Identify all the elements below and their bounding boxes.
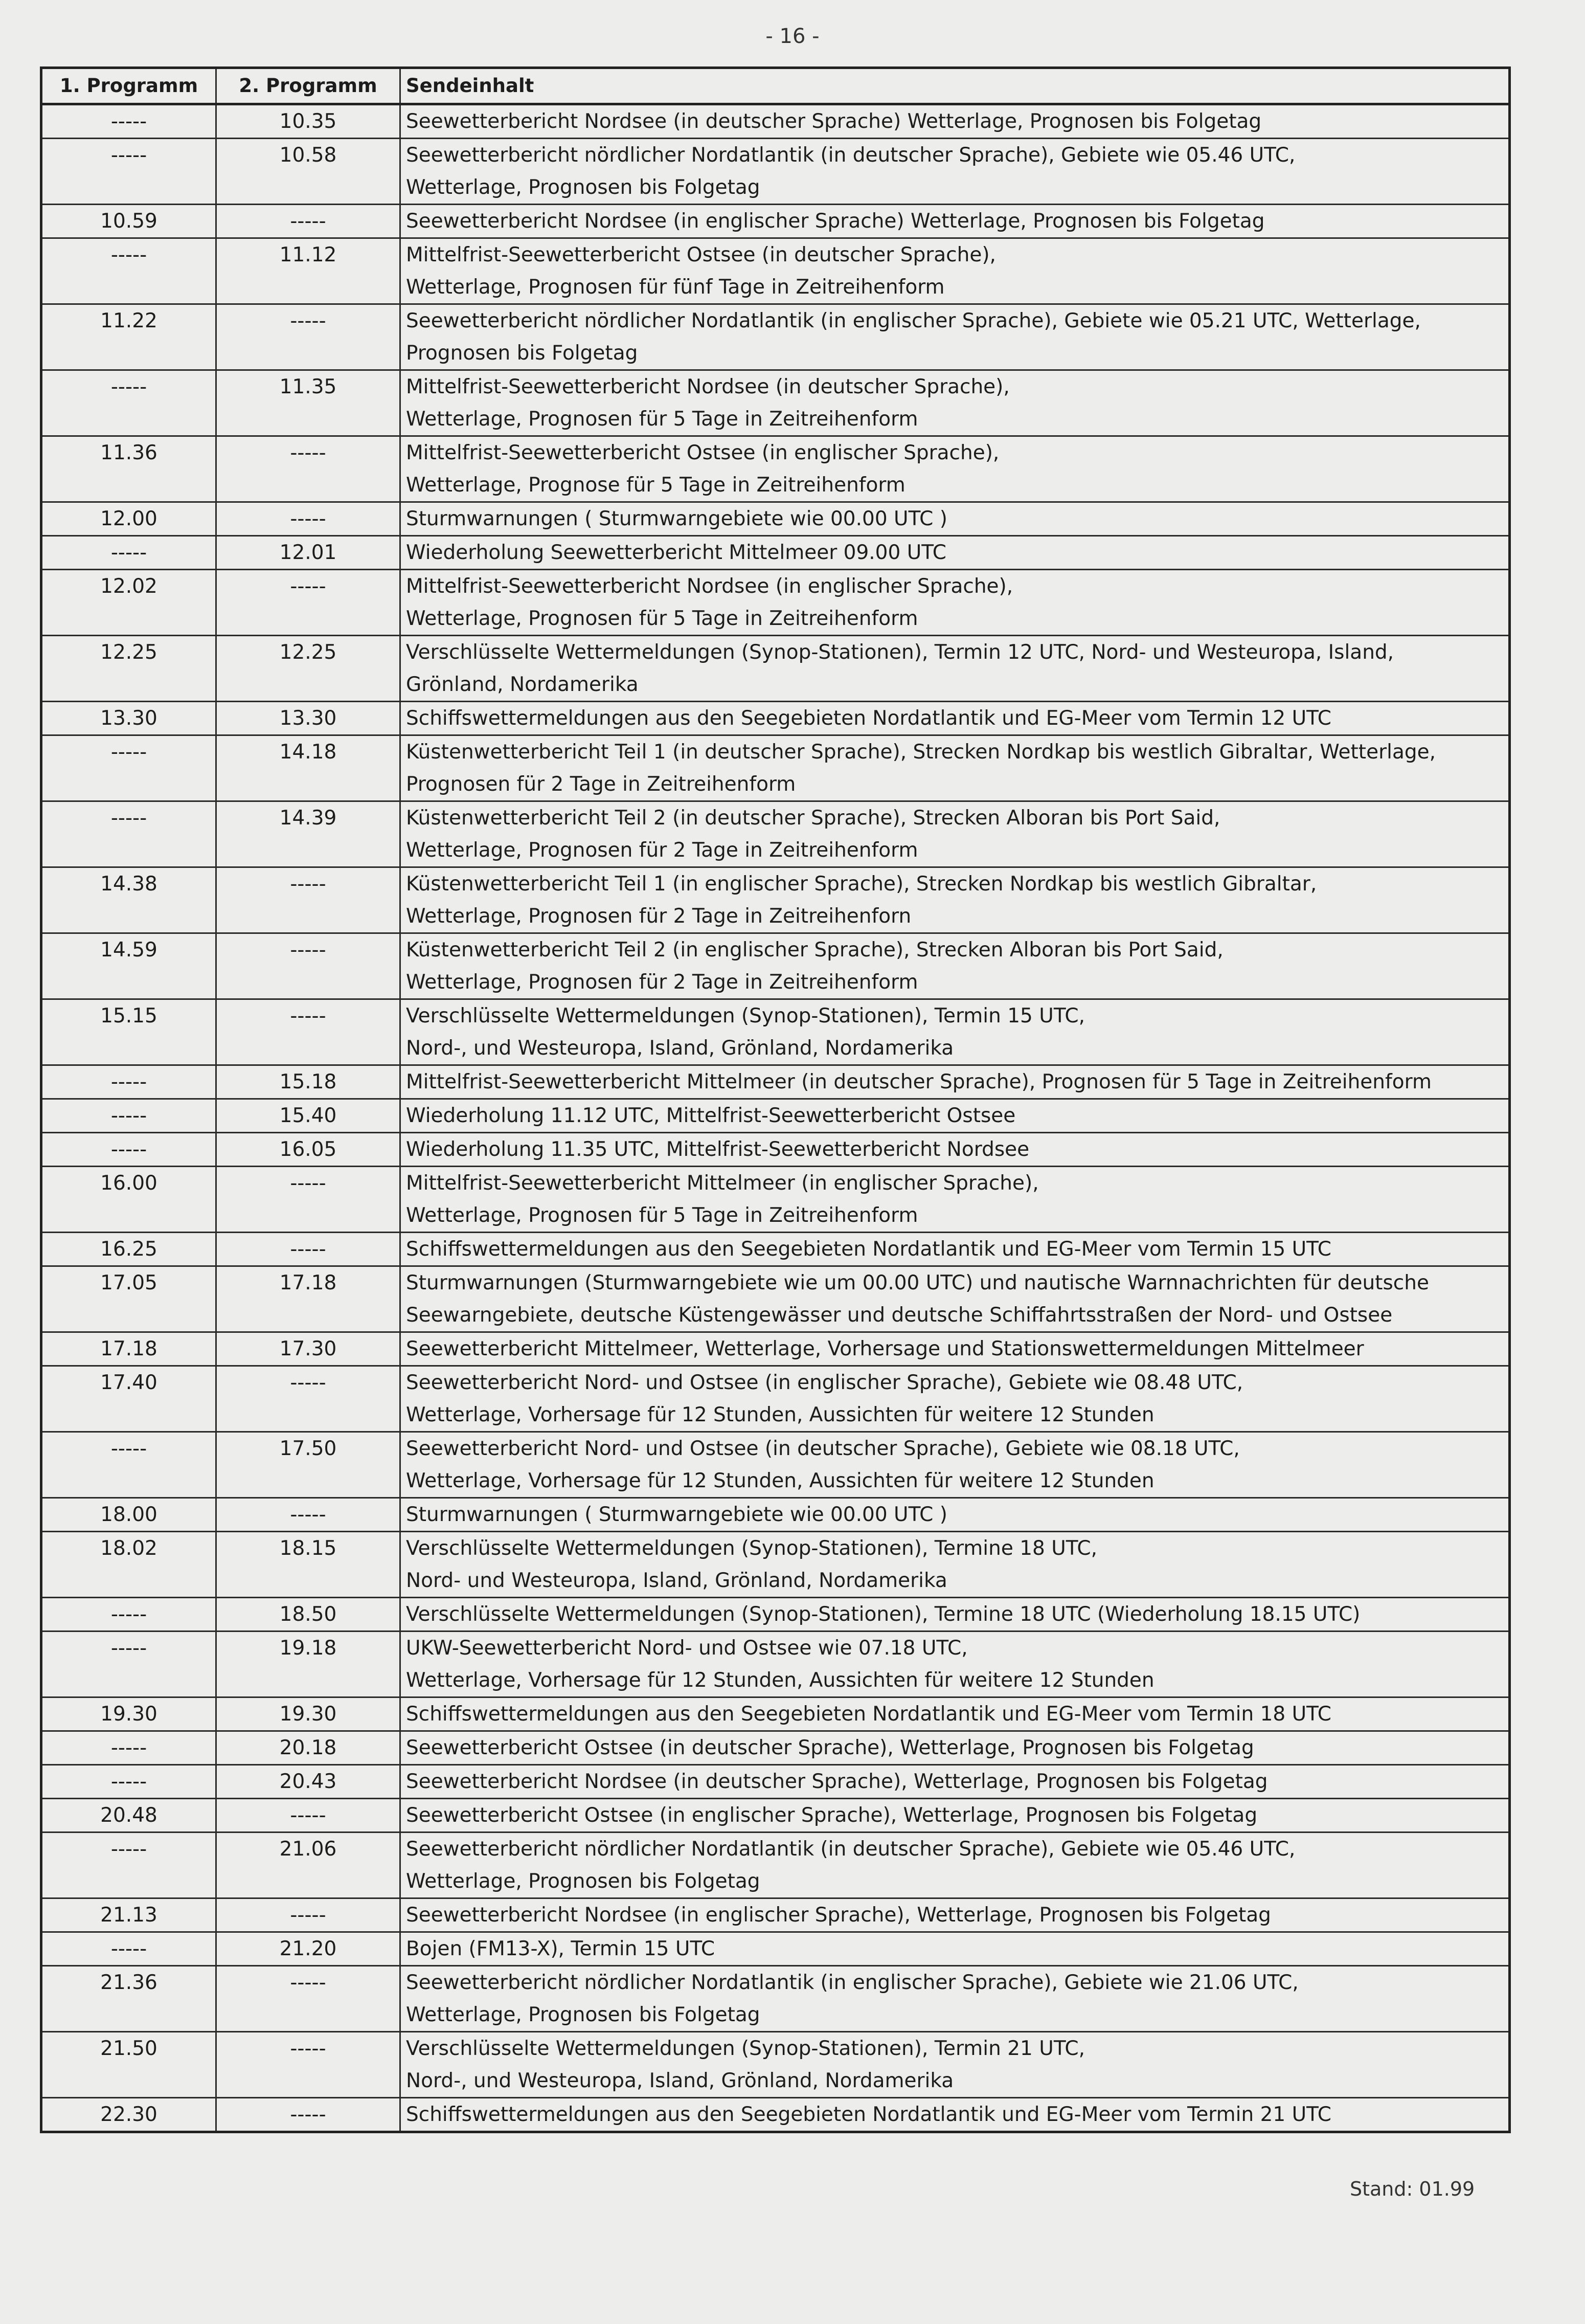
table-row [41, 1167, 1510, 1233]
table-row [41, 1498, 1510, 1532]
broadcast-content [400, 2098, 1510, 2132]
program-2-time: 16.05 [216, 1133, 400, 1167]
program-1-time: 14.38 [41, 867, 216, 933]
program-1-time: 12.02 [41, 570, 216, 636]
table-row [41, 1898, 1510, 1932]
program-2-time: ----- [216, 1366, 400, 1432]
broadcast-content [400, 801, 1510, 867]
content-line: Seewetterbericht Nord- und Ostsee (in englischer Sprache), Gebiete wie 08.48 UTC, [406, 1371, 1243, 1394]
broadcast-content [400, 570, 1510, 636]
program-2-time: ----- [216, 502, 400, 536]
program-2-time: 18.15 [216, 1532, 400, 1598]
content-line: UKW-Seewetterbericht Nord- und Ostsee wie 07.18 UTC, [406, 1637, 968, 1660]
program-2-time: ----- [216, 1966, 400, 2032]
program-1-time: 18.02 [41, 1532, 216, 1598]
content-line: Wetterlage, Prognosen für 5 Tage in Zeitreihenform [406, 607, 918, 630]
footer-stand-date: Stand: 01.99 [1350, 2178, 1475, 2200]
program-1-time: ----- [41, 104, 216, 139]
broadcast-content [400, 1498, 1510, 1532]
content-line: Schiffswettermeldungen aus den Seegebieten Nordatlantik und EG-Meer vom Termin 21 UTC [406, 2103, 1331, 2126]
content-line: Seewetterbericht Mittelmeer, Wetterlage, Vorhersage und Stationswettermeldungen Mittelmeer [406, 1337, 1364, 1360]
program-1-time: 21.50 [41, 2032, 216, 2098]
program-2-time: ----- [216, 933, 400, 999]
program-2-time: 17.30 [216, 1332, 400, 1366]
table-row [41, 104, 1510, 139]
content-line: Schiffswettermeldungen aus den Seegebieten Nordatlantik und EG-Meer vom Termin 12 UTC [406, 707, 1331, 730]
program-1-time: 12.25 [41, 636, 216, 702]
program-1-time: 14.59 [41, 933, 216, 999]
broadcast-content [400, 1133, 1510, 1167]
broadcast-content [400, 1532, 1510, 1598]
table-row [41, 139, 1510, 205]
program-1-time: 22.30 [41, 2098, 216, 2132]
table-row [41, 1532, 1510, 1598]
program-2-time: 21.20 [216, 1932, 400, 1966]
program-2-time: 14.39 [216, 801, 400, 867]
program-2-time: 20.18 [216, 1731, 400, 1765]
content-line: Wetterlage, Prognose für 5 Tage in Zeitreihenform [406, 474, 905, 497]
program-2-time: ----- [216, 999, 400, 1065]
broadcast-content [400, 702, 1510, 735]
program-2-time: 12.25 [216, 636, 400, 702]
content-line: Mittelfrist-Seewetterbericht Nordsee (in englischer Sprache), [406, 575, 1013, 598]
broadcast-content [400, 139, 1510, 205]
content-line: Seewetterbericht nördlicher Nordatlantik (in englischer Sprache), Gebiete wie 21.06 UTC, [406, 1971, 1299, 1994]
table-body [41, 104, 1510, 2132]
program-1-time: ----- [41, 370, 216, 436]
program-1-time: ----- [41, 735, 216, 801]
table-row [41, 1697, 1510, 1731]
program-2-time: ----- [216, 1799, 400, 1833]
program-1-time: 17.40 [41, 1366, 216, 1432]
broadcast-content [400, 104, 1510, 139]
content-line: Küstenwetterbericht Teil 1 (in englischer Sprache), Strecken Nordkap bis westlich Gibraltar, [406, 873, 1317, 896]
content-line: Seewetterbericht Nordsee (in englischer Sprache) Wetterlage, Prognosen bis Folgetag [406, 210, 1265, 233]
broadcast-content [400, 1332, 1510, 1366]
broadcast-content [400, 1898, 1510, 1932]
broadcast-content [400, 1799, 1510, 1833]
program-1-time: 16.00 [41, 1167, 216, 1233]
broadcast-content [400, 1833, 1510, 1898]
content-line: Wiederholung 11.35 UTC, Mittelfrist-Seewetterbericht Nordsee [406, 1138, 1030, 1161]
content-line: Wetterlage, Prognosen bis Folgetag [406, 176, 760, 199]
program-1-time: 13.30 [41, 702, 216, 735]
content-line: Küstenwetterbericht Teil 1 (in deutscher Sprache), Strecken Nordkap bis westlich Gibraltar, Wetterlage, [406, 741, 1436, 764]
table-row [41, 1266, 1510, 1332]
content-line: Grönland, Nordamerika [406, 673, 639, 696]
program-1-time: 17.05 [41, 1266, 216, 1332]
table-row [41, 702, 1510, 735]
content-line: Sturmwarnungen ( Sturmwarngebiete wie 00.00 UTC ) [406, 1503, 947, 1526]
program-2-time: 11.12 [216, 238, 400, 304]
program-2-time: ----- [216, 2032, 400, 2098]
program-1-time: ----- [41, 238, 216, 304]
program-1-time: ----- [41, 1731, 216, 1765]
program-2-time: 19.18 [216, 1632, 400, 1697]
program-2-time: 18.50 [216, 1598, 400, 1632]
content-line: Sturmwarnungen (Sturmwarngebiete wie um 00.00 UTC) und nautische Warnnachrichten für deutsche [406, 1271, 1429, 1294]
content-line: Seewetterbericht Nord- und Ostsee (in deutscher Sprache), Gebiete wie 08.18 UTC, [406, 1437, 1240, 1460]
broadcast-content [400, 502, 1510, 536]
table-row [41, 1731, 1510, 1765]
program-1-time: ----- [41, 1598, 216, 1632]
content-line: Wetterlage, Vorhersage für 12 Stunden, Aussichten für weitere 12 Stunden [406, 1469, 1154, 1492]
program-1-time: ----- [41, 1099, 216, 1133]
program-1-time: 12.00 [41, 502, 216, 536]
program-2-time: 15.18 [216, 1065, 400, 1099]
broadcast-content [400, 238, 1510, 304]
table-row [41, 999, 1510, 1065]
program-2-time: ----- [216, 1898, 400, 1932]
broadcast-content [400, 1697, 1510, 1731]
broadcast-content [400, 1731, 1510, 1765]
broadcast-content [400, 1932, 1510, 1966]
broadcast-content [400, 1167, 1510, 1233]
program-1-time: ----- [41, 1765, 216, 1799]
content-line: Wetterlage, Prognosen für 2 Tage in Zeitreihenform [406, 971, 918, 994]
content-line: Wetterlage, Prognosen bis Folgetag [406, 1870, 760, 1893]
broadcast-content [400, 1432, 1510, 1498]
program-2-time: 17.50 [216, 1432, 400, 1498]
content-line: Bojen (FM13-X), Termin 15 UTC [406, 1937, 715, 1960]
content-line: Nord-, und Westeuropa, Island, Grönland, Nordamerika [406, 2069, 954, 2092]
content-line: Schiffswettermeldungen aus den Seegebieten Nordatlantik und EG-Meer vom Termin 15 UTC [406, 1238, 1331, 1261]
program-1-time: ----- [41, 1432, 216, 1498]
program-1-time: 17.18 [41, 1332, 216, 1366]
content-line: Wiederholung 11.12 UTC, Mittelfrist-Seewetterbericht Ostsee [406, 1104, 1016, 1127]
content-line: Prognosen für 2 Tage in Zeitreihenform [406, 773, 796, 796]
table-row [41, 1799, 1510, 1833]
table-row [41, 1598, 1510, 1632]
broadcast-content [400, 999, 1510, 1065]
program-1-time: 16.25 [41, 1233, 216, 1266]
content-line: Schiffswettermeldungen aus den Seegebieten Nordatlantik und EG-Meer vom Termin 18 UTC [406, 1703, 1331, 1726]
broadcast-content [400, 205, 1510, 238]
table-row [41, 2098, 1510, 2132]
content-line: Verschlüsselte Wettermeldungen (Synop-Stationen), Termine 18 UTC, [406, 1537, 1097, 1560]
content-line: Küstenwetterbericht Teil 2 (in englischer Sprache), Strecken Alboran bis Port Said, [406, 938, 1224, 962]
content-line: Seewetterbericht Ostsee (in englischer Sprache), Wetterlage, Prognosen bis Folgetag [406, 1804, 1258, 1827]
program-1-time: ----- [41, 1065, 216, 1099]
content-line: Seewetterbericht Ostsee (in deutscher Sprache), Wetterlage, Prognosen bis Folgetag [406, 1736, 1254, 1759]
program-2-time: ----- [216, 205, 400, 238]
content-line: Wetterlage, Vorhersage für 12 Stunden, Aussichten für weitere 12 Stunden [406, 1669, 1154, 1692]
program-2-time: ----- [216, 570, 400, 636]
program-1-time: 15.15 [41, 999, 216, 1065]
program-1-time: ----- [41, 1932, 216, 1966]
content-line: Verschlüsselte Wettermeldungen (Synop-Stationen), Termin 21 UTC, [406, 2037, 1085, 2060]
program-2-time: 11.35 [216, 370, 400, 436]
broadcast-content [400, 636, 1510, 702]
content-line: Seewetterbericht nördlicher Nordatlantik (in englischer Sprache), Gebiete wie 05.21 UTC, Wetterlage, [406, 309, 1421, 332]
table-row [41, 867, 1510, 933]
content-line: Seewetterbericht Nordsee (in deutscher Sprache), Wetterlage, Prognosen bis Folgetag [406, 1770, 1268, 1793]
broadcast-content [400, 436, 1510, 502]
table-row [41, 436, 1510, 502]
table-row [41, 570, 1510, 636]
program-1-time: ----- [41, 801, 216, 867]
content-line: Seewetterbericht nördlicher Nordatlantik (in deutscher Sprache), Gebiete wie 05.46 UTC, [406, 144, 1296, 167]
broadcast-content [400, 1099, 1510, 1133]
content-line: Wetterlage, Prognosen für 5 Tage in Zeitreihenform [406, 1204, 918, 1227]
content-line: Mittelfrist-Seewetterbericht Ostsee (in englischer Sprache), [406, 441, 1000, 464]
table-row [41, 1133, 1510, 1167]
table-row [41, 370, 1510, 436]
program-1-time: 10.59 [41, 205, 216, 238]
content-line: Prognosen bis Folgetag [406, 342, 638, 365]
table-row [41, 1332, 1510, 1366]
content-line: Mittelfrist-Seewetterbericht Ostsee (in deutscher Sprache), [406, 243, 996, 266]
content-line: Nord- und Westeuropa, Island, Grönland, Nordamerika [406, 1569, 947, 1592]
content-line: Seewarngebiete, deutsche Küstengewässer und deutsche Schiffahrtsstraßen der Nord- und Ostsee [406, 1304, 1393, 1327]
content-line: Seewetterbericht nördlicher Nordatlantik (in deutscher Sprache), Gebiete wie 05.46 UTC, [406, 1838, 1296, 1861]
broadcast-content [400, 1065, 1510, 1099]
content-line: Wetterlage, Prognosen für fünf Tage in Zeitreihenform [406, 276, 945, 299]
content-line: Wetterlage, Prognosen für 2 Tage in Zeitreihenforn [406, 905, 912, 928]
program-1-time: 19.30 [41, 1697, 216, 1731]
program-2-time: 10.35 [216, 104, 400, 139]
content-line: Verschlüsselte Wettermeldungen (Synop-Stationen), Termin 15 UTC, [406, 1004, 1085, 1027]
column-header-program-2: 2. Programm [216, 68, 400, 104]
broadcast-content [400, 1598, 1510, 1632]
program-2-time: ----- [216, 1233, 400, 1266]
broadcast-content [400, 735, 1510, 801]
broadcast-content [400, 370, 1510, 436]
content-line: Sturmwarnungen ( Sturmwarngebiete wie 00.00 UTC ) [406, 507, 947, 530]
program-2-time: ----- [216, 436, 400, 502]
table-row [41, 238, 1510, 304]
table-row [41, 2032, 1510, 2098]
table-row [41, 1632, 1510, 1697]
table-row [41, 205, 1510, 238]
column-header-content: Sendeinhalt [400, 68, 1510, 104]
program-1-time: 11.22 [41, 304, 216, 370]
program-1-time: 11.36 [41, 436, 216, 502]
broadcast-content [400, 1765, 1510, 1799]
content-line: Mittelfrist-Seewetterbericht Mittelmeer (in deutscher Sprache), Prognosen für 5 Tage in Zeitreihenform [406, 1070, 1432, 1093]
broadcast-content [400, 2032, 1510, 2098]
content-line: Wiederholung Seewetterbericht Mittelmeer 09.00 UTC [406, 541, 947, 564]
content-line: Wetterlage, Prognosen bis Folgetag [406, 2003, 760, 2026]
content-line: Mittelfrist-Seewetterbericht Nordsee (in deutscher Sprache), [406, 375, 1010, 398]
program-1-time: 21.13 [41, 1898, 216, 1932]
table-row [41, 304, 1510, 370]
program-2-time: 20.43 [216, 1765, 400, 1799]
program-2-time: ----- [216, 867, 400, 933]
program-1-time: ----- [41, 1133, 216, 1167]
table-row [41, 1065, 1510, 1099]
table-row [41, 1099, 1510, 1133]
program-1-time: 18.00 [41, 1498, 216, 1532]
program-2-time: 10.58 [216, 139, 400, 205]
broadcast-content [400, 1966, 1510, 2032]
program-1-time: 20.48 [41, 1799, 216, 1833]
program-1-time: ----- [41, 139, 216, 205]
table-header-row [41, 68, 1510, 104]
table-row [41, 933, 1510, 999]
table-row [41, 1432, 1510, 1498]
broadcast-content [400, 933, 1510, 999]
content-line: Wetterlage, Prognosen für 2 Tage in Zeitreihenform [406, 839, 918, 862]
program-2-time: ----- [216, 2098, 400, 2132]
table-row [41, 1932, 1510, 1966]
column-header-program-1: 1. Programm [41, 68, 216, 104]
program-1-time: ----- [41, 1833, 216, 1898]
table-row [41, 636, 1510, 702]
table-row [41, 536, 1510, 570]
content-line: Mittelfrist-Seewetterbericht Mittelmeer (in englischer Sprache), [406, 1172, 1039, 1195]
program-2-time: ----- [216, 304, 400, 370]
program-1-time: ----- [41, 1632, 216, 1697]
program-2-time: 15.40 [216, 1099, 400, 1133]
broadcast-content [400, 1266, 1510, 1332]
broadcast-content [400, 536, 1510, 570]
table-row [41, 1765, 1510, 1799]
broadcast-schedule-table [40, 66, 1511, 2133]
table-row [41, 801, 1510, 867]
table-row [41, 1366, 1510, 1432]
content-line: Seewetterbericht Nordsee (in deutscher Sprache) Wetterlage, Prognosen bis Folgetag [406, 110, 1262, 133]
content-line: Seewetterbericht Nordsee (in englischer Sprache), Wetterlage, Prognosen bis Folgetag [406, 1904, 1271, 1927]
table-row [41, 1833, 1510, 1898]
program-2-time: 12.01 [216, 536, 400, 570]
table-row [41, 735, 1510, 801]
program-1-time: ----- [41, 536, 216, 570]
program-2-time: 19.30 [216, 1697, 400, 1731]
content-line: Wetterlage, Vorhersage für 12 Stunden, Aussichten für weitere 12 Stunden [406, 1403, 1154, 1426]
content-line: Wetterlage, Prognosen für 5 Tage in Zeitreihenform [406, 408, 918, 431]
table-row [41, 502, 1510, 536]
broadcast-content [400, 1632, 1510, 1697]
program-2-time: 17.18 [216, 1266, 400, 1332]
program-2-time: ----- [216, 1167, 400, 1233]
broadcast-content [400, 304, 1510, 370]
table-row [41, 1966, 1510, 2032]
program-2-time: 21.06 [216, 1833, 400, 1898]
program-2-time: ----- [216, 1498, 400, 1532]
table-row [41, 1233, 1510, 1266]
broadcast-content [400, 1366, 1510, 1432]
broadcast-content [400, 1233, 1510, 1266]
broadcast-content [400, 867, 1510, 933]
page-number: - 16 - [765, 25, 820, 48]
content-line: Küstenwetterbericht Teil 2 (in deutscher Sprache), Strecken Alboran bis Port Said, [406, 807, 1220, 830]
program-2-time: 13.30 [216, 702, 400, 735]
program-2-time: 14.18 [216, 735, 400, 801]
program-1-time: 21.36 [41, 1966, 216, 2032]
content-line: Verschlüsselte Wettermeldungen (Synop-Stationen), Termine 18 UTC (Wiederholung 18.15 UTC) [406, 1603, 1361, 1626]
content-line: Nord-, und Westeuropa, Island, Grönland, Nordamerika [406, 1037, 954, 1060]
content-line: Verschlüsselte Wettermeldungen (Synop-Stationen), Termin 12 UTC, Nord- und Westeuropa, Island, [406, 641, 1394, 664]
